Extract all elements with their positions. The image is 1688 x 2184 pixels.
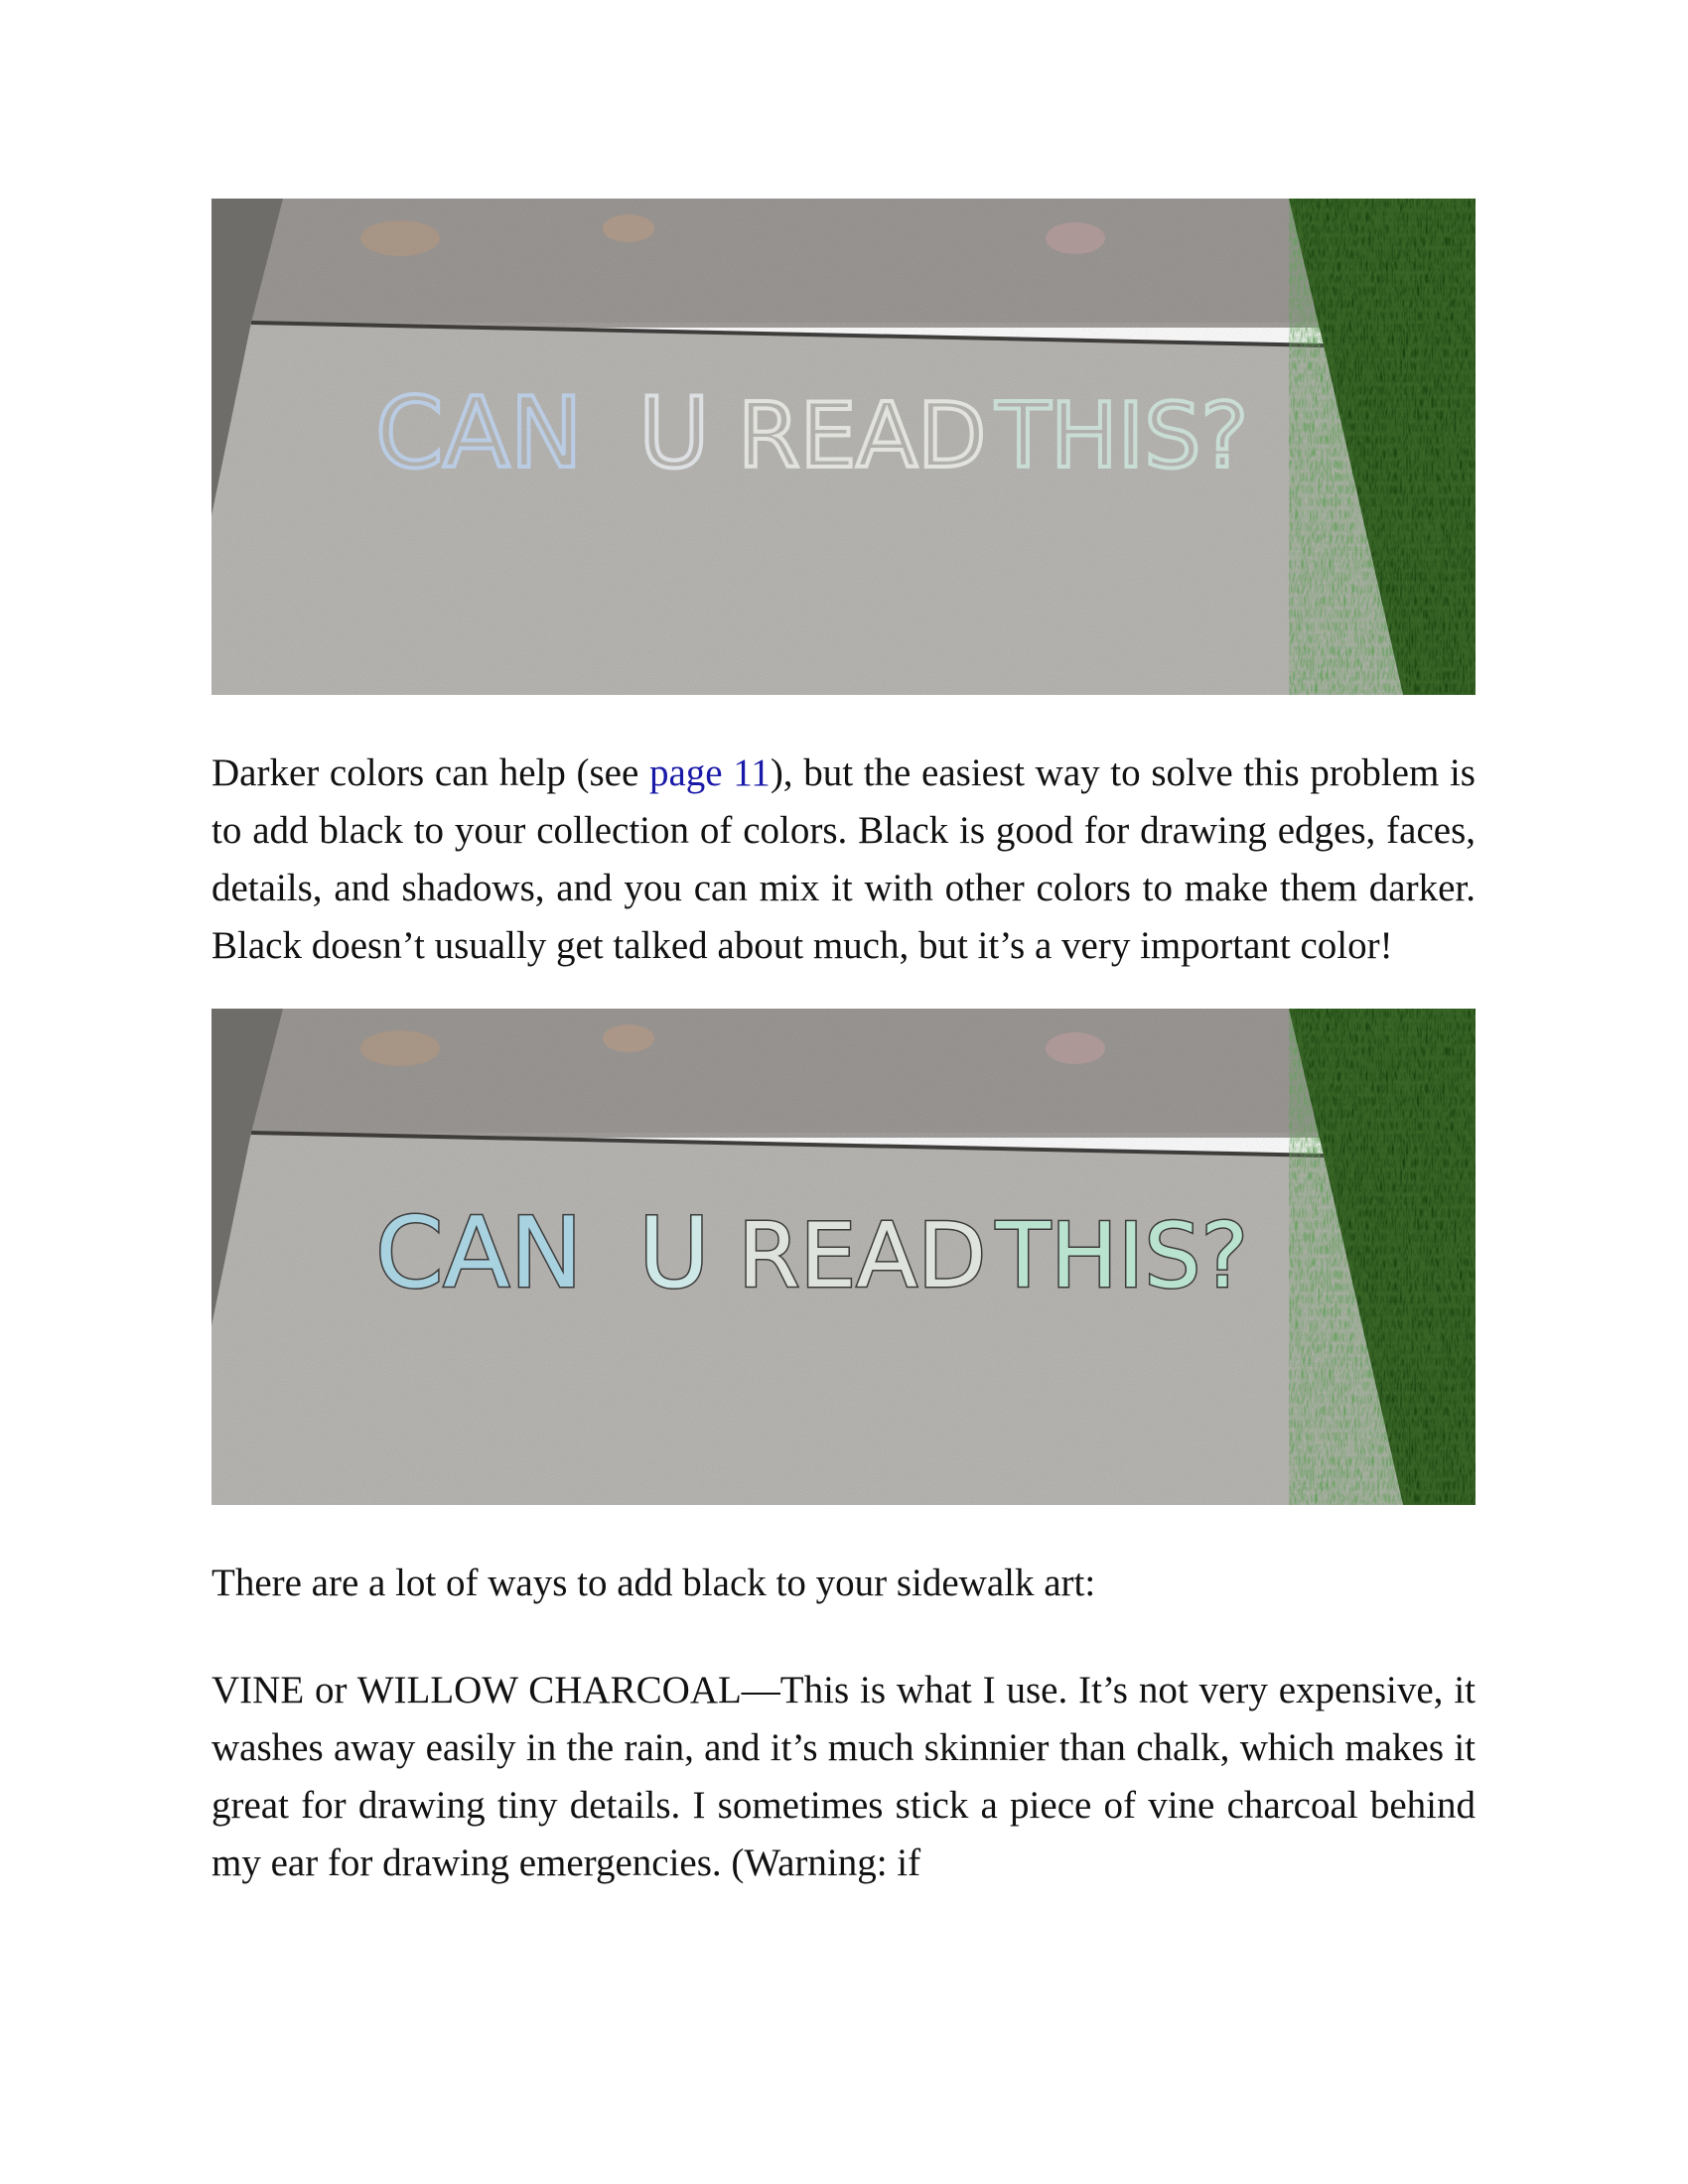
sidewalk-photo-outlined-chalk — [211, 1009, 1476, 1505]
chalk-smudge — [360, 220, 440, 256]
concrete-slab — [211, 1133, 1403, 1505]
aggregate-slab — [211, 199, 1476, 328]
paragraph-1-text-end: ), but the easiest way to solve this problem is to add black to your collection of colors. Black is good for drawing edges, faces, details, and shadows, and you can mix it with other colors to make them darker. Black doesn’t usually get talked about much, but it’s a very important color! — [211, 751, 1476, 967]
aggregate-slab — [211, 1009, 1476, 1138]
chalk-word-this: THIS? — [996, 384, 1249, 488]
chalk-smudge — [360, 1030, 440, 1066]
paragraph-vine-charcoal: VINE or WILLOW CHARCOAL—This is what I use. It’s not very expensive, it washes away easily in the rain, and it’s much skinnier than chalk, which makes it great for drawing tiny details. I sometimes stick a piece of vine charcoal behind my ear for drawing emergencies. (Warning: if — [211, 1669, 1476, 1884]
chalk-smudge — [1046, 1032, 1105, 1064]
chalk-smudge — [1046, 222, 1105, 254]
chalk-smudge — [603, 1024, 654, 1052]
chalk-word-read-outlined: READ — [738, 1204, 987, 1308]
paragraph-darker-colors — [211, 745, 1476, 975]
chalk-word-this-outlined: THIS? — [996, 1204, 1249, 1308]
paragraph-ways-to-add-black: There are a lot of ways to add black to your sidewalk art: — [211, 1562, 1096, 1604]
sidewalk-photo-outlined-illustration — [211, 1009, 1476, 1505]
chalk-word-can-outlined: CAN — [375, 1197, 583, 1310]
chalk-word-can: CAN — [375, 377, 583, 490]
sidewalk-photo-faint-chalk — [211, 199, 1476, 695]
page-content — [211, 199, 1476, 1892]
chalk-word-read: READ — [738, 384, 987, 488]
chalk-word-u: U — [638, 377, 710, 490]
sidewalk-photo-faint-illustration — [211, 199, 1476, 695]
paragraph-1-text-start: Darker colors can help (see — [211, 751, 649, 794]
chalk-smudge — [603, 214, 654, 242]
page-11-link[interactable]: page 11 — [648, 751, 771, 794]
chalk-word-u-outlined: U — [638, 1197, 710, 1310]
